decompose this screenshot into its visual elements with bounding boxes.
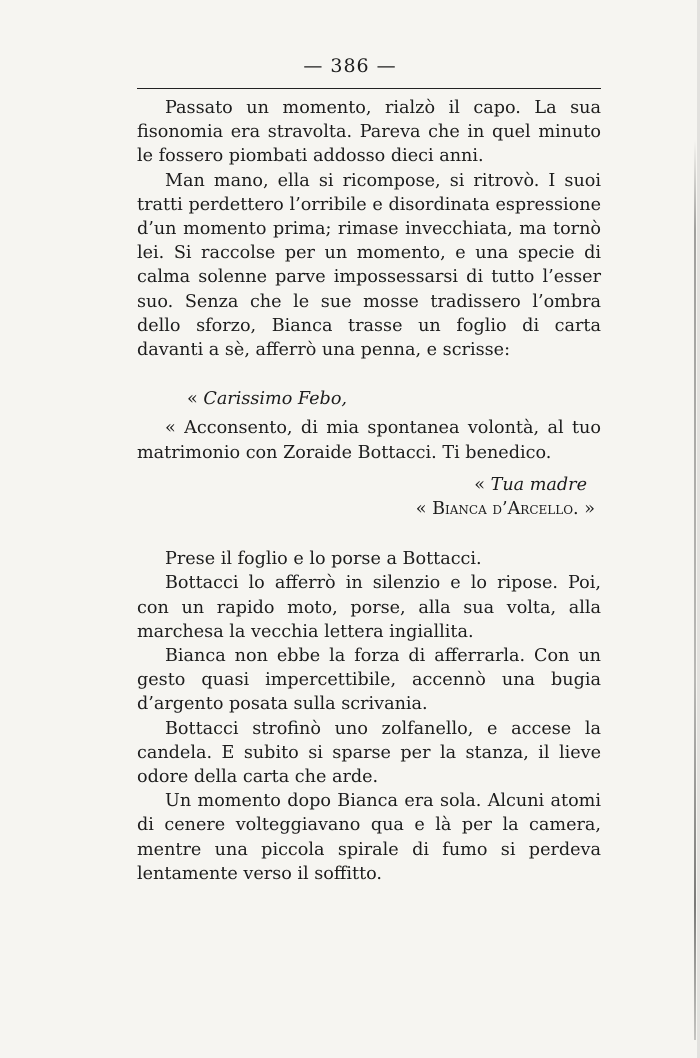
letter-sender-name: « Bianca d’Arcello. »	[415, 499, 595, 520]
paragraph-4: Bottacci lo afferrò in silenzio e lo ripose. Poi, con un rapido moto, porse, alla sua volta, alla marchesa la vecchia lettera ingiallita.	[137, 573, 601, 642]
paragraph-7: Un momento dopo Bianca era sola. Alcuni atomi di cenere volteggiavano qua e là per la camera, mentre una piccola spirale di fumo si perdeva lentamente verso il soffitto.	[137, 791, 601, 884]
salutation-text: Carissimo Febo,	[203, 389, 348, 410]
paragraph-3: Prese il foglio e lo porse a Bottacci.	[165, 549, 482, 570]
letter-salutation	[137, 387, 601, 411]
paragraph-1: Passato un momento, rialzò il capo. La sua fisonomia era stravolta. Pareva che in quel minuto le fossero piombati addosso dieci anni.	[137, 98, 601, 167]
letter-body: « Acconsento, di mia spontanea volontà, al tuo matrimonio con Zoraide Bottacci. Ti benedico.	[137, 418, 601, 463]
paragraph-5: Bianca non ebbe la forza di afferrarla. Con un gesto quasi impercettibile, accennò una bugia d’argento posata sulla scrivania.	[137, 646, 601, 715]
header-rule	[137, 88, 601, 89]
page-number: — 386 —	[303, 55, 397, 77]
letter-signature	[137, 473, 601, 497]
paragraph-6: Bottacci strofinò uno zolfanello, e accese la candela. E subito si sparse per la stanza, il lieve odore della carta che arde.	[137, 718, 601, 788]
salutation-quote: «	[187, 389, 204, 410]
signature-quote: «	[474, 474, 491, 495]
page-text	[137, 96, 601, 886]
page-margin-line	[694, 140, 696, 1040]
paragraph-2: Man mano, ella si ricompose, si ritrovò. I suoi tratti perdettero l’orribile e disordinata espressione d’un momento prima; rimase invecchiata, ma tornò lei. Si raccolse per un momento, e una specie di calma solenne parve impossessarsi di tutto l’esser suo. Senza che le sue mosse tradissero l’ombra dello sforzo, Bianca trasse un foglio di carta davanti a sè, afferrò una penna, e scrisse:	[137, 170, 601, 361]
signature-text: Tua madre	[490, 474, 587, 495]
